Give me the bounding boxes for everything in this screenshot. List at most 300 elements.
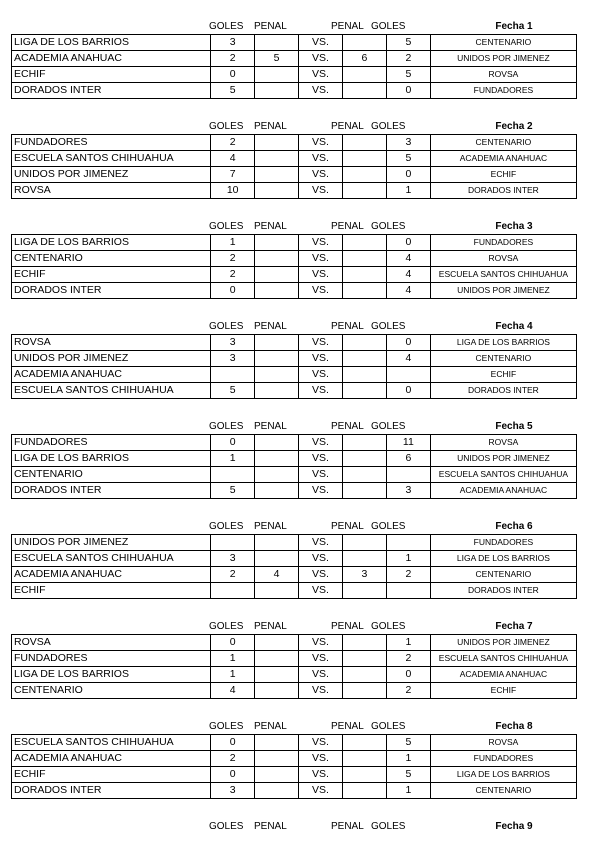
away-penalties bbox=[342, 583, 386, 599]
away-goals: 2 bbox=[386, 567, 430, 583]
away-team: ROVSA bbox=[430, 735, 576, 751]
away-goals: 0 bbox=[386, 83, 430, 99]
home-team: LIGA DE LOS BARRIOS bbox=[12, 667, 211, 683]
away-team: LIGA DE LOS BARRIOS bbox=[430, 551, 576, 567]
home-goals: 5 bbox=[211, 483, 255, 499]
matches-table bbox=[11, 534, 577, 599]
home-team: ACADEMIA ANAHUAC bbox=[12, 51, 211, 67]
home-penalties bbox=[255, 135, 299, 151]
away-team: CENTENARIO bbox=[430, 567, 576, 583]
vs-label: VS. bbox=[299, 83, 343, 99]
home-goals: 0 bbox=[211, 67, 255, 83]
vs-label: VS. bbox=[299, 683, 343, 699]
away-goals: 4 bbox=[386, 283, 430, 299]
fecha-label: Fecha 1 bbox=[495, 21, 533, 32]
goles-left-header: GOLES bbox=[209, 321, 244, 332]
away-team: FUNDADORES bbox=[430, 751, 576, 767]
away-team: ESCUELA SANTOS CHIHUAHUA bbox=[430, 651, 576, 667]
vs-label: VS. bbox=[299, 383, 343, 399]
vs-label: VS. bbox=[299, 67, 343, 83]
penal-right-header: PENAL bbox=[331, 221, 364, 232]
home-team: ESCUELA SANTOS CHIHUAHUA bbox=[12, 735, 211, 751]
away-goals: 2 bbox=[386, 651, 430, 667]
home-goals: 1 bbox=[211, 667, 255, 683]
away-goals: 0 bbox=[386, 167, 430, 183]
round-header bbox=[11, 119, 577, 134]
home-goals: 0 bbox=[211, 435, 255, 451]
round-header bbox=[11, 219, 577, 234]
goles-right-header: GOLES bbox=[371, 221, 406, 232]
home-goals bbox=[211, 583, 255, 599]
vs-label: VS. bbox=[299, 335, 343, 351]
home-goals: 5 bbox=[211, 383, 255, 399]
home-goals: 2 bbox=[211, 51, 255, 67]
away-penalties bbox=[342, 67, 386, 83]
home-penalties bbox=[255, 767, 299, 783]
round-header bbox=[11, 819, 577, 834]
away-penalties bbox=[342, 351, 386, 367]
home-penalties bbox=[255, 67, 299, 83]
round-header bbox=[11, 619, 577, 634]
goles-right-header: GOLES bbox=[371, 521, 406, 532]
fecha-label: Fecha 2 bbox=[495, 121, 533, 132]
away-goals: 6 bbox=[386, 451, 430, 467]
vs-label: VS. bbox=[299, 235, 343, 251]
home-penalties bbox=[255, 35, 299, 51]
away-goals: 1 bbox=[386, 751, 430, 767]
match-row bbox=[12, 67, 577, 83]
home-penalties bbox=[255, 551, 299, 567]
penal-right-header: PENAL bbox=[331, 321, 364, 332]
match-row bbox=[12, 635, 577, 651]
penal-right-header: PENAL bbox=[331, 121, 364, 132]
away-penalties bbox=[342, 667, 386, 683]
away-team: ECHIF bbox=[430, 683, 576, 699]
home-team: ECHIF bbox=[12, 767, 211, 783]
penal-left-header: PENAL bbox=[254, 421, 287, 432]
vs-label: VS. bbox=[299, 135, 343, 151]
home-team: ESCUELA SANTOS CHIHUAHUA bbox=[12, 151, 211, 167]
penal-left-header: PENAL bbox=[254, 21, 287, 32]
away-team: ESCUELA SANTOS CHIHUAHUA bbox=[430, 267, 576, 283]
round-header bbox=[11, 319, 577, 334]
home-team: DORADOS INTER bbox=[12, 283, 211, 299]
match-row bbox=[12, 235, 577, 251]
away-penalties bbox=[342, 251, 386, 267]
away-team: FUNDADORES bbox=[430, 235, 576, 251]
away-team: ACADEMIA ANAHUAC bbox=[430, 151, 576, 167]
match-row bbox=[12, 683, 577, 699]
away-team: CENTENARIO bbox=[430, 783, 576, 799]
home-goals bbox=[211, 535, 255, 551]
away-goals: 2 bbox=[386, 51, 430, 67]
away-goals: 1 bbox=[386, 635, 430, 651]
penal-left-header: PENAL bbox=[254, 821, 287, 832]
home-team: CENTENARIO bbox=[12, 251, 211, 267]
away-penalties bbox=[342, 83, 386, 99]
home-goals: 4 bbox=[211, 151, 255, 167]
goles-left-header: GOLES bbox=[209, 721, 244, 732]
round-header bbox=[11, 519, 577, 534]
match-row bbox=[12, 35, 577, 51]
fecha-label: Fecha 5 bbox=[495, 421, 533, 432]
home-penalties bbox=[255, 535, 299, 551]
match-row bbox=[12, 167, 577, 183]
home-goals: 1 bbox=[211, 235, 255, 251]
round-block bbox=[11, 819, 577, 834]
home-team: LIGA DE LOS BARRIOS bbox=[12, 235, 211, 251]
vs-label: VS. bbox=[299, 451, 343, 467]
match-row bbox=[12, 451, 577, 467]
vs-label: VS. bbox=[299, 767, 343, 783]
away-goals bbox=[386, 535, 430, 551]
away-penalties bbox=[342, 183, 386, 199]
away-penalties bbox=[342, 483, 386, 499]
round-block bbox=[11, 119, 577, 199]
home-penalties bbox=[255, 335, 299, 351]
home-team: UNIDOS POR JIMENEZ bbox=[12, 351, 211, 367]
vs-label: VS. bbox=[299, 567, 343, 583]
away-team: UNIDOS POR JIMENEZ bbox=[430, 51, 576, 67]
vs-label: VS. bbox=[299, 267, 343, 283]
match-row bbox=[12, 535, 577, 551]
goles-right-header: GOLES bbox=[371, 321, 406, 332]
match-row bbox=[12, 83, 577, 99]
home-team: LIGA DE LOS BARRIOS bbox=[12, 451, 211, 467]
match-row bbox=[12, 583, 577, 599]
away-team: ECHIF bbox=[430, 167, 576, 183]
home-team: ACADEMIA ANAHUAC bbox=[12, 751, 211, 767]
home-team: DORADOS INTER bbox=[12, 483, 211, 499]
vs-label: VS. bbox=[299, 583, 343, 599]
away-goals: 1 bbox=[386, 783, 430, 799]
away-goals: 4 bbox=[386, 351, 430, 367]
match-row bbox=[12, 667, 577, 683]
away-penalties bbox=[342, 451, 386, 467]
away-penalties bbox=[342, 267, 386, 283]
penal-right-header: PENAL bbox=[331, 821, 364, 832]
goles-right-header: GOLES bbox=[371, 821, 406, 832]
match-row bbox=[12, 751, 577, 767]
home-penalties bbox=[255, 83, 299, 99]
penal-left-header: PENAL bbox=[254, 121, 287, 132]
home-team: CENTENARIO bbox=[12, 467, 211, 483]
fecha-label: Fecha 6 bbox=[495, 521, 533, 532]
home-penalties bbox=[255, 235, 299, 251]
goles-right-header: GOLES bbox=[371, 121, 406, 132]
home-team: ROVSA bbox=[12, 635, 211, 651]
away-goals: 11 bbox=[386, 435, 430, 451]
match-row bbox=[12, 335, 577, 351]
home-penalties bbox=[255, 367, 299, 383]
match-row bbox=[12, 383, 577, 399]
round-block bbox=[11, 519, 577, 599]
home-penalties bbox=[255, 683, 299, 699]
away-team: ECHIF bbox=[430, 367, 576, 383]
away-team: ROVSA bbox=[430, 251, 576, 267]
match-row bbox=[12, 735, 577, 751]
away-team: ACADEMIA ANAHUAC bbox=[430, 483, 576, 499]
away-goals bbox=[386, 467, 430, 483]
penal-right-header: PENAL bbox=[331, 721, 364, 732]
matches-table bbox=[11, 134, 577, 199]
fecha-label: Fecha 8 bbox=[495, 721, 533, 732]
home-penalties bbox=[255, 267, 299, 283]
away-goals: 5 bbox=[386, 67, 430, 83]
home-penalties bbox=[255, 635, 299, 651]
penal-left-header: PENAL bbox=[254, 621, 287, 632]
away-team: ACADEMIA ANAHUAC bbox=[430, 667, 576, 683]
goles-right-header: GOLES bbox=[371, 421, 406, 432]
vs-label: VS. bbox=[299, 751, 343, 767]
goles-left-header: GOLES bbox=[209, 621, 244, 632]
away-team: UNIDOS POR JIMENEZ bbox=[430, 283, 576, 299]
round-header bbox=[11, 19, 577, 34]
away-goals: 1 bbox=[386, 183, 430, 199]
matches-table bbox=[11, 634, 577, 699]
away-team: CENTENARIO bbox=[430, 135, 576, 151]
home-penalties: 5 bbox=[255, 51, 299, 67]
penal-right-header: PENAL bbox=[331, 521, 364, 532]
home-team: ECHIF bbox=[12, 67, 211, 83]
away-goals: 3 bbox=[386, 135, 430, 151]
vs-label: VS. bbox=[299, 283, 343, 299]
away-penalties bbox=[342, 167, 386, 183]
home-penalties bbox=[255, 435, 299, 451]
fecha-label: Fecha 3 bbox=[495, 221, 533, 232]
match-row bbox=[12, 467, 577, 483]
home-penalties bbox=[255, 451, 299, 467]
away-goals bbox=[386, 583, 430, 599]
home-penalties bbox=[255, 583, 299, 599]
away-team: DORADOS INTER bbox=[430, 383, 576, 399]
match-row bbox=[12, 251, 577, 267]
away-penalties bbox=[342, 783, 386, 799]
goles-right-header: GOLES bbox=[371, 721, 406, 732]
home-goals: 7 bbox=[211, 167, 255, 183]
penal-right-header: PENAL bbox=[331, 621, 364, 632]
vs-label: VS. bbox=[299, 435, 343, 451]
match-row bbox=[12, 283, 577, 299]
home-penalties bbox=[255, 167, 299, 183]
away-team: DORADOS INTER bbox=[430, 583, 576, 599]
penal-left-header: PENAL bbox=[254, 321, 287, 332]
away-penalties bbox=[342, 467, 386, 483]
away-goals: 0 bbox=[386, 383, 430, 399]
home-team: ESCUELA SANTOS CHIHUAHUA bbox=[12, 551, 211, 567]
home-team: FUNDADORES bbox=[12, 651, 211, 667]
home-penalties bbox=[255, 383, 299, 399]
home-goals: 3 bbox=[211, 35, 255, 51]
away-goals: 5 bbox=[386, 35, 430, 51]
match-row bbox=[12, 367, 577, 383]
home-team: ACADEMIA ANAHUAC bbox=[12, 367, 211, 383]
away-penalties bbox=[342, 135, 386, 151]
goles-left-header: GOLES bbox=[209, 521, 244, 532]
away-penalties bbox=[342, 35, 386, 51]
away-goals: 0 bbox=[386, 667, 430, 683]
home-goals: 2 bbox=[211, 251, 255, 267]
away-team: FUNDADORES bbox=[430, 83, 576, 99]
home-team: UNIDOS POR JIMENEZ bbox=[12, 167, 211, 183]
vs-label: VS. bbox=[299, 367, 343, 383]
home-team: FUNDADORES bbox=[12, 435, 211, 451]
away-penalties bbox=[342, 551, 386, 567]
away-team: ROVSA bbox=[430, 435, 576, 451]
home-penalties bbox=[255, 751, 299, 767]
match-row bbox=[12, 651, 577, 667]
fecha-label: Fecha 4 bbox=[495, 321, 533, 332]
matches-table bbox=[11, 234, 577, 299]
home-goals: 5 bbox=[211, 83, 255, 99]
home-penalties bbox=[255, 283, 299, 299]
home-team: FUNDADORES bbox=[12, 135, 211, 151]
penal-right-header: PENAL bbox=[331, 421, 364, 432]
round-block bbox=[11, 419, 577, 499]
away-goals: 5 bbox=[386, 151, 430, 167]
penal-left-header: PENAL bbox=[254, 221, 287, 232]
match-row bbox=[12, 267, 577, 283]
away-penalties bbox=[342, 283, 386, 299]
vs-label: VS. bbox=[299, 167, 343, 183]
match-row bbox=[12, 183, 577, 199]
away-penalties bbox=[342, 367, 386, 383]
vs-label: VS. bbox=[299, 35, 343, 51]
round-block bbox=[11, 619, 577, 699]
penal-left-header: PENAL bbox=[254, 521, 287, 532]
match-row bbox=[12, 551, 577, 567]
home-team: DORADOS INTER bbox=[12, 83, 211, 99]
match-row bbox=[12, 567, 577, 583]
home-team: ECHIF bbox=[12, 267, 211, 283]
home-goals: 1 bbox=[211, 651, 255, 667]
home-goals: 2 bbox=[211, 267, 255, 283]
vs-label: VS. bbox=[299, 51, 343, 67]
home-penalties bbox=[255, 467, 299, 483]
matches-table bbox=[11, 334, 577, 399]
away-team: CENTENARIO bbox=[430, 35, 576, 51]
home-goals: 0 bbox=[211, 283, 255, 299]
vs-label: VS. bbox=[299, 635, 343, 651]
home-penalties bbox=[255, 183, 299, 199]
home-team: ROVSA bbox=[12, 183, 211, 199]
home-goals bbox=[211, 467, 255, 483]
round-block bbox=[11, 19, 577, 99]
match-row bbox=[12, 135, 577, 151]
vs-label: VS. bbox=[299, 483, 343, 499]
home-goals: 3 bbox=[211, 351, 255, 367]
away-goals: 4 bbox=[386, 267, 430, 283]
away-penalties bbox=[342, 651, 386, 667]
home-penalties: 4 bbox=[255, 567, 299, 583]
home-goals: 1 bbox=[211, 451, 255, 467]
home-team: ECHIF bbox=[12, 583, 211, 599]
goles-left-header: GOLES bbox=[209, 121, 244, 132]
home-penalties bbox=[255, 351, 299, 367]
match-row bbox=[12, 435, 577, 451]
away-goals bbox=[386, 367, 430, 383]
home-team: CENTENARIO bbox=[12, 683, 211, 699]
vs-label: VS. bbox=[299, 151, 343, 167]
away-penalties bbox=[342, 383, 386, 399]
fecha-label: Fecha 7 bbox=[495, 621, 533, 632]
away-team: LIGA DE LOS BARRIOS bbox=[430, 767, 576, 783]
away-penalties bbox=[342, 151, 386, 167]
vs-label: VS. bbox=[299, 551, 343, 567]
home-goals: 4 bbox=[211, 683, 255, 699]
round-block bbox=[11, 719, 577, 799]
round-header bbox=[11, 419, 577, 434]
away-goals: 5 bbox=[386, 767, 430, 783]
away-goals: 1 bbox=[386, 551, 430, 567]
home-team: ACADEMIA ANAHUAC bbox=[12, 567, 211, 583]
home-penalties bbox=[255, 651, 299, 667]
vs-label: VS. bbox=[299, 183, 343, 199]
away-penalties: 6 bbox=[342, 51, 386, 67]
matches-table bbox=[11, 734, 577, 799]
home-goals: 0 bbox=[211, 767, 255, 783]
goles-left-header: GOLES bbox=[209, 821, 244, 832]
home-goals: 0 bbox=[211, 635, 255, 651]
away-penalties bbox=[342, 335, 386, 351]
round-block bbox=[11, 219, 577, 299]
vs-label: VS. bbox=[299, 251, 343, 267]
vs-label: VS. bbox=[299, 351, 343, 367]
away-penalties bbox=[342, 751, 386, 767]
home-team: ROVSA bbox=[12, 335, 211, 351]
away-penalties bbox=[342, 735, 386, 751]
away-goals: 2 bbox=[386, 683, 430, 699]
home-goals: 3 bbox=[211, 783, 255, 799]
round-block bbox=[11, 319, 577, 399]
vs-label: VS. bbox=[299, 783, 343, 799]
home-penalties bbox=[255, 151, 299, 167]
away-team: UNIDOS POR JIMENEZ bbox=[430, 635, 576, 651]
home-team: DORADOS INTER bbox=[12, 783, 211, 799]
match-row bbox=[12, 51, 577, 67]
away-goals: 0 bbox=[386, 235, 430, 251]
match-row bbox=[12, 767, 577, 783]
penal-left-header: PENAL bbox=[254, 721, 287, 732]
goles-left-header: GOLES bbox=[209, 421, 244, 432]
penal-right-header: PENAL bbox=[331, 21, 364, 32]
home-team: UNIDOS POR JIMENEZ bbox=[12, 535, 211, 551]
home-goals: 2 bbox=[211, 751, 255, 767]
round-header bbox=[11, 719, 577, 734]
home-goals bbox=[211, 367, 255, 383]
home-team: ESCUELA SANTOS CHIHUAHUA bbox=[12, 383, 211, 399]
home-goals: 3 bbox=[211, 335, 255, 351]
home-goals: 10 bbox=[211, 183, 255, 199]
away-penalties bbox=[342, 683, 386, 699]
vs-label: VS. bbox=[299, 535, 343, 551]
vs-label: VS. bbox=[299, 667, 343, 683]
away-team: UNIDOS POR JIMENEZ bbox=[430, 451, 576, 467]
away-penalties bbox=[342, 535, 386, 551]
away-team: CENTENARIO bbox=[430, 351, 576, 367]
home-penalties bbox=[255, 783, 299, 799]
matches-table bbox=[11, 34, 577, 99]
away-penalties bbox=[342, 767, 386, 783]
away-goals: 5 bbox=[386, 735, 430, 751]
away-penalties bbox=[342, 435, 386, 451]
home-penalties bbox=[255, 667, 299, 683]
vs-label: VS. bbox=[299, 735, 343, 751]
away-goals: 0 bbox=[386, 335, 430, 351]
away-goals: 4 bbox=[386, 251, 430, 267]
away-team: FUNDADORES bbox=[430, 535, 576, 551]
match-row bbox=[12, 483, 577, 499]
